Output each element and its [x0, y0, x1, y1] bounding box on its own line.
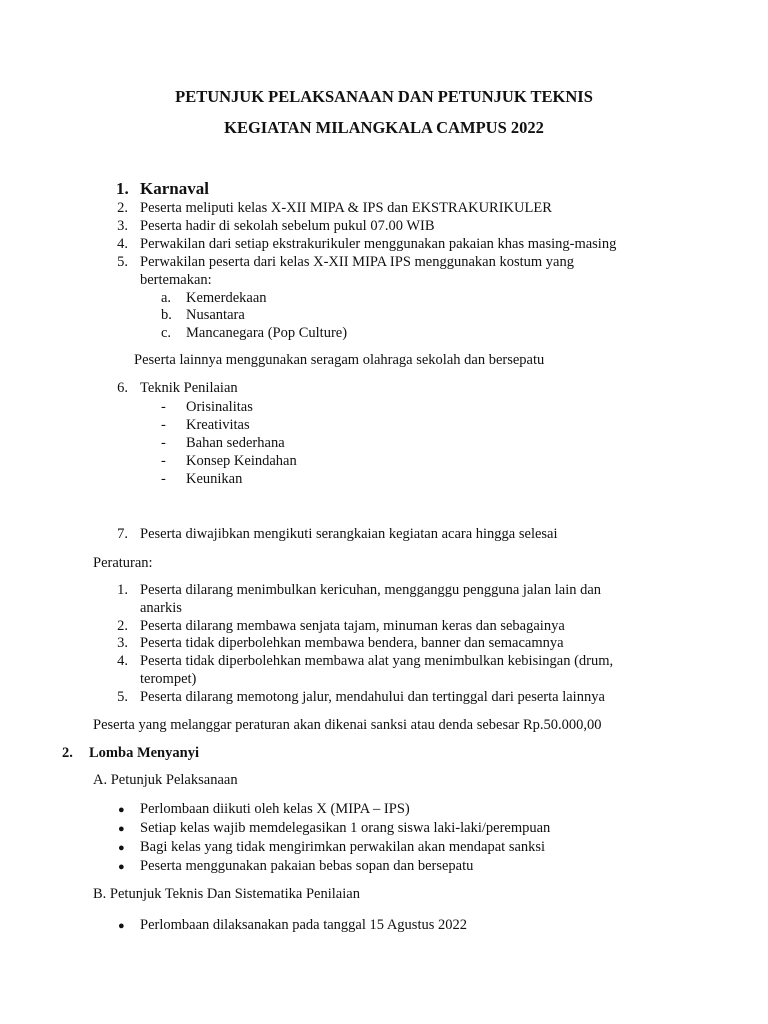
theme-letter: b.	[161, 307, 172, 323]
criteria-item: Keunikan	[186, 471, 243, 487]
list-item: Perwakilan dari setiap ekstrakurikuler menggunakan pakaian khas masing-masing	[140, 236, 617, 252]
list-item: Peserta meliputi kelas X-XII MIPA & IPS dan EKSTRAKURIKULER	[140, 200, 552, 216]
rule-item: Peserta dilarang memotong jalur, mendahului dan tertinggal dari peserta lainnya	[140, 689, 605, 705]
dash-marker: -	[161, 471, 166, 487]
section1-heading: Karnaval	[140, 179, 209, 198]
rule-number: 1.	[117, 582, 128, 598]
sanction-text: Peserta yang melanggar peraturan akan dikenai sanksi atau denda sebesar Rp.50.000,00	[93, 717, 602, 733]
rule-item: Peserta tidak diperbolehkan membawa bendera, banner dan semacamnya	[140, 635, 564, 651]
theme-item: Kemerdekaan	[186, 290, 267, 306]
rule-number: 5.	[117, 689, 128, 705]
rule-item-continuation: terompet)	[140, 671, 197, 687]
rule-number: 4.	[117, 653, 128, 669]
list-item: Perwakilan peserta dari kelas X-XII MIPA IPS menggunakan kostum yang	[140, 254, 574, 270]
criteria-item: Orisinalitas	[186, 399, 253, 415]
list-item-number: 6.	[117, 380, 128, 396]
bullet-marker: ●	[118, 842, 125, 854]
bullet-item: Perlombaan diikuti oleh kelas X (MIPA – IPS)	[140, 801, 410, 817]
list-item-number: 3.	[117, 218, 128, 234]
subsection-a-title: A. Petunjuk Pelaksanaan	[93, 772, 238, 788]
bullet-marker: ●	[118, 823, 125, 835]
rule-number: 2.	[117, 618, 128, 634]
theme-item: Nusantara	[186, 307, 245, 323]
note-text: Peserta lainnya menggunakan seragam olahraga sekolah dan bersepatu	[134, 352, 545, 368]
section2-heading: Lomba Menyanyi	[89, 745, 199, 761]
dash-marker: -	[161, 453, 166, 469]
criteria-item: Konsep Keindahan	[186, 453, 297, 469]
bullet-item: Peserta menggunakan pakaian bebas sopan dan bersepatu	[140, 858, 474, 874]
list-item-number: 5.	[117, 254, 128, 270]
dash-marker: -	[161, 435, 166, 451]
rule-item: Peserta dilarang membawa senjata tajam, minuman keras dan sebagainya	[140, 618, 565, 634]
bullet-item: Setiap kelas wajib memdelegasikan 1 orang siswa laki-laki/perempuan	[140, 820, 551, 836]
theme-item: Mancanegara (Pop Culture)	[186, 325, 348, 341]
theme-letter: a.	[161, 290, 172, 306]
rule-number: 3.	[117, 635, 128, 651]
list-item: Peserta hadir di sekolah sebelum pukul 07.00 WIB	[140, 218, 435, 234]
list-item-number: 7.	[117, 526, 128, 542]
bullet-marker: ●	[118, 920, 125, 932]
bullet-item: Perlombaan dilaksanakan pada tanggal 15 Agustus 2022	[140, 917, 467, 933]
rule-item: Peserta dilarang menimbulkan kericuhan, mengganggu pengguna jalan lain dan	[140, 582, 602, 598]
rules-heading: Peraturan:	[93, 555, 153, 571]
list-item-number: 2.	[117, 200, 128, 216]
bullet-marker: ●	[118, 804, 125, 816]
bullet-item: Bagi kelas yang tidak mengirimkan perwakilan akan mendapat sanksi	[140, 839, 546, 855]
section2-number: 2.	[62, 745, 73, 761]
list-item: Peserta diwajibkan mengikuti serangkaian kegiatan acara hingga selesai	[140, 526, 558, 542]
bullet-marker: ●	[118, 861, 125, 873]
dash-marker: -	[161, 399, 166, 415]
subsection-b-title: B. Petunjuk Teknis Dan Sistematika Penilaian	[93, 886, 360, 902]
theme-letter: c.	[161, 325, 172, 341]
assessment-title: Teknik Penilaian	[140, 380, 238, 396]
criteria-item: Bahan sederhana	[186, 435, 285, 451]
document-title-line1: PETUNJUK PELAKSANAAN DAN PETUNJUK TEKNIS	[175, 87, 593, 106]
rule-item: Peserta tidak diperbolehkan membawa alat yang menimbulkan kebisingan (drum,	[140, 653, 614, 669]
document-title-line2: KEGIATAN MILANGKALA CAMPUS 2022	[224, 118, 544, 137]
criteria-item: Kreativitas	[186, 417, 250, 433]
list-item-continuation: bertemakan:	[140, 272, 212, 288]
section1-number: 1.	[116, 179, 129, 198]
rule-item-continuation: anarkis	[140, 600, 182, 616]
dash-marker: -	[161, 417, 166, 433]
list-item-number: 4.	[117, 236, 128, 252]
